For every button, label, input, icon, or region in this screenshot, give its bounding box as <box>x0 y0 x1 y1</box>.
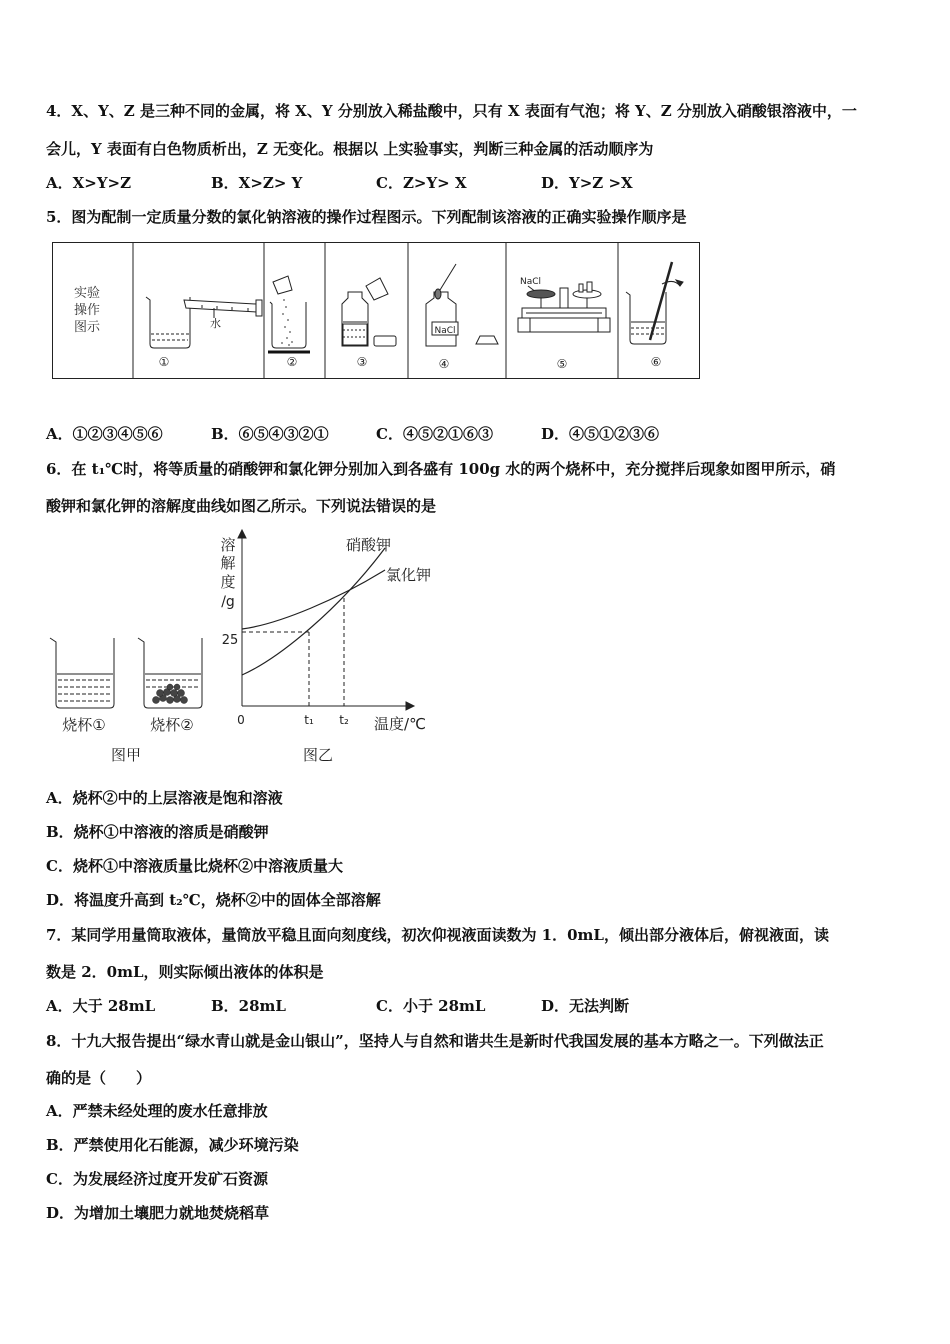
q4-option-a: A．X>Y>Z <box>46 174 132 192</box>
y-axis-label-4: /g <box>221 594 235 610</box>
curve-label-potassium-chloride: 氯化钾 <box>386 566 432 584</box>
beaker1-label: 烧杯① <box>62 716 106 734</box>
q5-operation-figure <box>52 242 702 380</box>
q7-option-b: B．28mL <box>211 997 286 1015</box>
beaker2-label: 烧杯② <box>150 716 194 734</box>
caption-figure-b: 图乙 <box>302 746 334 764</box>
q8-option-c: C．为发展经济过度开发矿石资源 <box>46 1170 268 1188</box>
solubility-axes <box>238 530 414 710</box>
step6-stir-illustration <box>626 262 683 344</box>
q5-option-d: D．④⑤①②③⑥ <box>541 425 660 443</box>
step2-pour-solid-illustration <box>268 276 310 352</box>
origin-label: 0 <box>237 713 245 727</box>
step4-number: ④ <box>438 357 450 371</box>
step1-number: ① <box>158 355 170 369</box>
step3-transfer-illustration <box>342 278 396 346</box>
curve-label-potassium-nitrate: 硝酸钾 <box>346 536 392 554</box>
y-tick-25: 25 <box>221 633 239 648</box>
step3-number: ③ <box>356 355 368 369</box>
q7-stem-line2: 数是 2．0mL，则实际倾出液体的体积是 <box>46 963 324 981</box>
y-axis-label-3: 度 <box>220 573 236 591</box>
step5-number: ⑤ <box>556 357 568 371</box>
q7-option-d: D．无法判断 <box>541 997 630 1015</box>
q5-header-line1: 实验 <box>73 286 101 301</box>
q8-option-a: A．严禁未经处理的废水任意排放 <box>46 1102 268 1120</box>
q4-stem-line2: 会儿，Y 表面有白色物质析出，Z 无变化。根据以 上实验事实，判断三种金属的活动顺序为 <box>46 140 654 158</box>
q6-figure <box>40 528 460 768</box>
q6-option-b: B．烧杯①中溶液的溶质是硝酸钾 <box>46 823 269 841</box>
step1-water-label: 水 <box>210 317 221 330</box>
q7-stem-line1: 7．某同学用量筒取液体，量筒放平稳且面向刻度线，初次仰视液面读数为 1．0mL，倾出部分液体后，俯视液面，读 <box>46 926 829 944</box>
q8-option-b: B．严禁使用化石能源，减少环境污染 <box>46 1136 299 1154</box>
q5-option-a: A．①②③④⑤⑥ <box>46 425 163 443</box>
q7-option-c: C．小于 28mL <box>376 997 486 1015</box>
beaker1-illustration <box>50 638 114 708</box>
guide-lines <box>242 598 344 706</box>
q4-option-d: D．Y>Z >X <box>541 174 633 192</box>
y-axis-label-2: 解 <box>220 554 236 572</box>
q7-option-a: A．大于 28mL <box>46 997 156 1015</box>
x-tick-t2: t₂ <box>339 713 349 727</box>
q8-stem-line2: 确的是（ ） <box>46 1069 152 1087</box>
step6-number: ⑥ <box>650 355 662 369</box>
q6-option-d: D．将温度升高到 t₂℃，烧杯②中的固体全部溶解 <box>46 891 381 909</box>
q6-option-a: A．烧杯②中的上层溶液是饱和溶液 <box>46 789 283 807</box>
q8-stem-line1: 8．十九大报告提出“绿水青山就是金山银山”，坚持人与自然和谐共生是新时代我国发展的基本方略之一。下列做法正 <box>46 1032 824 1050</box>
step5-balance-illustration <box>518 282 610 332</box>
q5-stem-line1: 5．图为配制一定质量分数的氯化钠溶液的操作过程图示。下列配制该溶液的正确实验操作顺序是 <box>46 208 687 226</box>
curve-potassium-chloride <box>242 570 385 629</box>
curve-potassium-nitrate <box>242 548 385 675</box>
caption-figure-a: 图甲 <box>110 746 142 764</box>
q5-option-c: C．④⑤②①⑥③ <box>376 425 493 443</box>
x-axis-label: 温度/℃ <box>374 715 426 733</box>
q5-header-line3: 图示 <box>73 320 101 335</box>
q5-header-line2: 操作 <box>73 303 101 318</box>
x-tick-t1: t₁ <box>304 713 314 727</box>
q5-option-b: B．⑥⑤④③②① <box>211 425 329 443</box>
step2-falling-crystals <box>281 299 293 346</box>
q4-stem-line1: 4．X、Y、Z 是三种不同的金属，将 X、Y 分别放入稀盐酸中，只有 X 表面有气泡；将 Y、Z 分别放入硝酸银溶液中，一 <box>46 102 857 120</box>
step1-pour-water-illustration <box>146 297 262 348</box>
q4-option-b: B．X>Z> Y <box>211 174 303 192</box>
step5-nacl-label: NaCl <box>520 277 542 287</box>
q8-option-d: D．为增加土壤肥力就地焚烧稻草 <box>46 1204 270 1222</box>
step4-nacl-jar-label: NaCl <box>434 326 456 336</box>
q4-option-c: C．Z>Y> X <box>376 174 467 192</box>
y-axis-label-1: 溶 <box>220 536 236 554</box>
q6-stem-line1: 6．在 t₁℃时，将等质量的硝酸钾和氯化钾分别加入到各盛有 100g 水的两个烧杯中，充分搅拌后现象如图甲所示，硝 <box>46 460 836 478</box>
q6-option-c: C．烧杯①中溶液质量比烧杯②中溶液质量大 <box>46 857 343 875</box>
step2-number: ② <box>286 355 298 369</box>
q6-stem-line2: 酸钾和氯化钾的溶解度曲线如图乙所示。下列说法错误的是 <box>46 497 437 515</box>
